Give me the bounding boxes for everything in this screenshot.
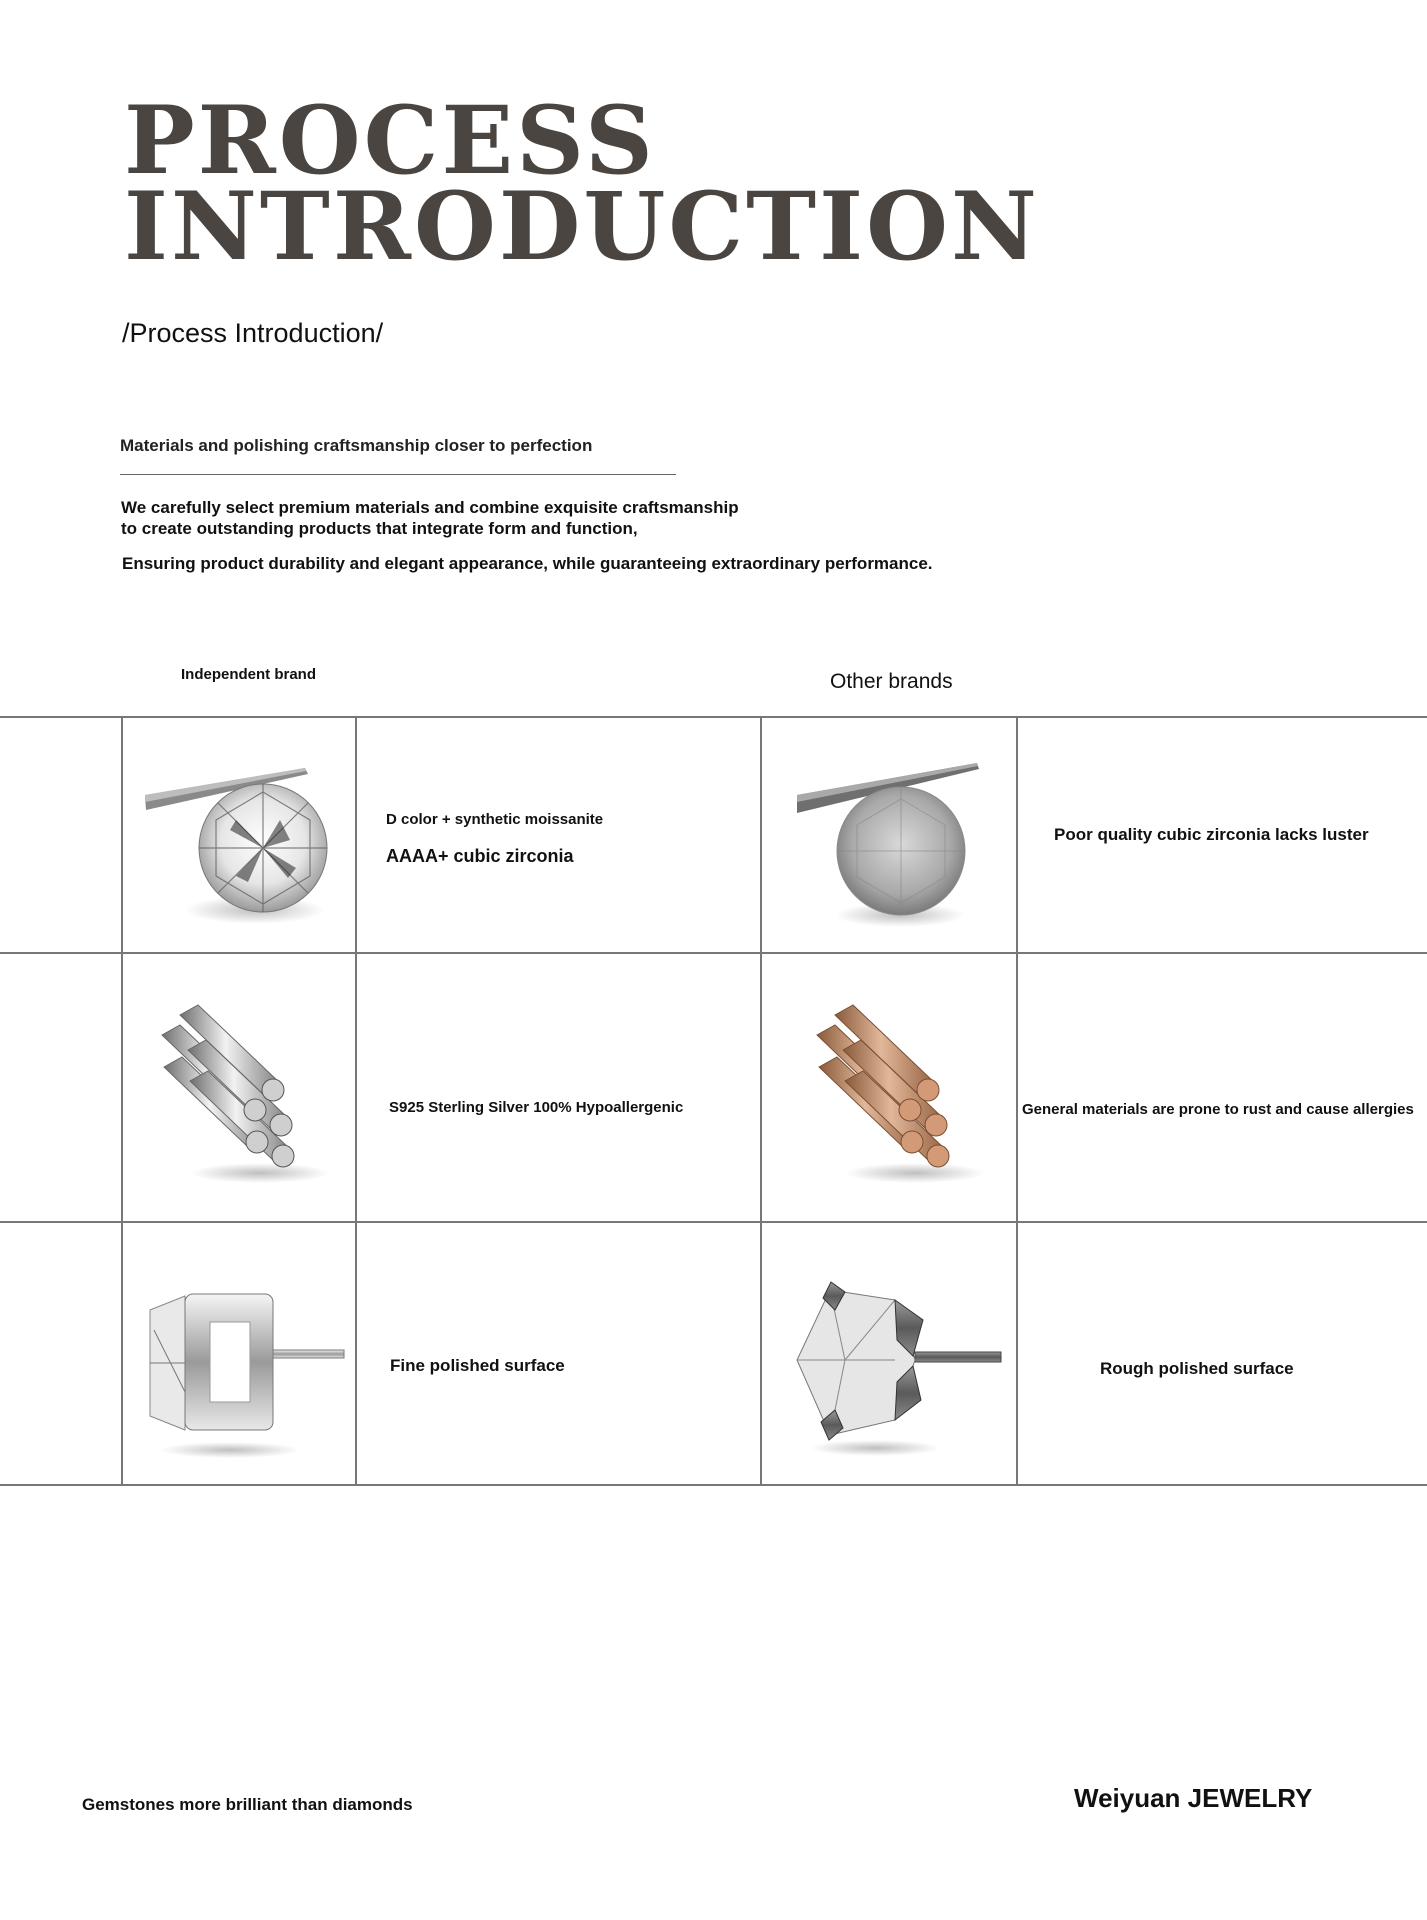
own-brand-header: Independent brand (181, 666, 316, 683)
rough-earring-image (785, 1270, 1005, 1460)
table-line-top (0, 716, 1427, 718)
own-polish-text: Fine polished surface (390, 1356, 565, 1375)
table-line-col-4 (1016, 716, 1018, 1486)
own-gem-text-2: AAAA+ cubic zirconia (386, 846, 574, 866)
intro-paragraph-1-line-1: We carefully select premium materials and combine exquisite craftsmanship (121, 498, 739, 517)
other-gem-text: Poor quality cubic zirconia lacks luster (1054, 825, 1369, 844)
title-line-2: INTRODUCTION (124, 172, 1040, 282)
table-line-row-1 (0, 952, 1427, 954)
title-line-1: PROCESS (124, 86, 656, 196)
divider (120, 474, 676, 475)
intro-paragraph-1-line-2: to create outstanding products that integrate form and function, (121, 519, 638, 538)
table-line-col-2 (355, 716, 357, 1486)
own-metal-text: S925 Sterling Silver 100% Hypoallergenic (389, 1099, 684, 1116)
other-metal-text: General materials are prone to rust and cause allergies (1022, 1101, 1414, 1118)
copper-rods-image (805, 995, 995, 1185)
table-line-bottom (0, 1484, 1427, 1486)
intro-tagline: Materials and polishing craftsmanship closer to perfection (120, 436, 593, 455)
footer-slogan: Gemstones more brilliant than diamonds (82, 1795, 413, 1814)
intro-paragraph-2: Ensuring product durability and elegant appearance, while guaranteeing extraordinary performance. (122, 554, 933, 573)
clear-gemstone-image (140, 750, 340, 930)
intro-paragraph-1 (121, 497, 821, 539)
table-line-row-2 (0, 1221, 1427, 1223)
table-line-col-3 (760, 716, 762, 1486)
cloudy-gemstone-image (795, 755, 985, 935)
table-line-col-1 (121, 716, 123, 1486)
brand-name: Weiyuan JEWELRY (1074, 1783, 1313, 1813)
other-brands-header: Other brands (830, 670, 953, 693)
page-subtitle: /Process Introduction/ (122, 318, 384, 348)
other-polish-text: Rough polished surface (1100, 1359, 1294, 1378)
silver-rods-image (150, 995, 340, 1185)
page-title (124, 86, 1040, 282)
own-gem-text-1: D color + synthetic moissanite (386, 811, 604, 828)
polished-earring-image (140, 1280, 350, 1460)
